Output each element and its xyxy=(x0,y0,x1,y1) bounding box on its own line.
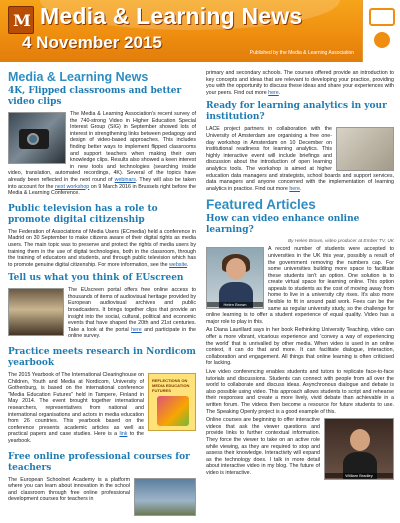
analytics-photo xyxy=(336,127,394,171)
emblem-frame-icon xyxy=(369,8,395,26)
article-title-euscreen: Tell us what you think of EUscreen xyxy=(8,273,184,284)
logo-letter: M xyxy=(13,11,31,30)
issue-date: 4 November 2015 xyxy=(22,33,162,52)
section-title-featured: Featured Articles xyxy=(206,197,316,213)
article-title-4k: 4K, Flipped classrooms and better video clips xyxy=(8,86,182,107)
courses-continued: primary and secondary schools. The courses offered provide an introduction to key concepts and ideas that are relevant to developing your practice, providing you with the opportunity to discuss these ideas and share your experiences with your peers. Find out more here. xyxy=(206,70,394,96)
article-body-courses: The European Schoolnet Academy is a platform where you can learn about innovation in the school and classroom through free online professional development courses for teachers in xyxy=(8,476,130,503)
camera-photo xyxy=(8,112,66,164)
william-face xyxy=(350,429,370,451)
william-bradley-photo xyxy=(324,418,394,480)
yearbook-cover xyxy=(148,373,196,431)
helen-face xyxy=(226,258,246,280)
yearbook-cover-art xyxy=(157,396,189,426)
euscreen-photo xyxy=(8,288,64,336)
article-title-courses: Free online professional courses for teachers xyxy=(8,451,190,473)
analytics-more-link[interactable]: here xyxy=(289,185,300,192)
featured-paragraph-2: As Diana Laurillard says in her book Rethinking University Teaching, video can offer a more vibrant, vicarious experience and 'convey a way of experiencing the world' that is unrivalled by other media. When video is used in an online context, it can do that and more. It can facilitate dialogue, interaction, collaboration and engagement. All things that online learning is often criticised for lacking. xyxy=(206,327,394,367)
camera-lens-icon xyxy=(27,133,39,145)
ecmedia-website-link[interactable]: website xyxy=(169,261,188,268)
william-caption: William Bradley xyxy=(325,473,393,478)
article-title-public-tv: Public television has a role to promote digital citizenship xyxy=(8,203,158,225)
next-workshop-link[interactable]: next workshop xyxy=(54,183,90,190)
newsletter-logo xyxy=(8,6,34,34)
schoolnet-photo xyxy=(134,478,196,516)
yearbook-cover-title: REFLECTIONS ON MEDIA EDUCATION FUTURES xyxy=(152,378,190,394)
helen-brown-photo xyxy=(206,247,264,309)
association-emblem xyxy=(362,0,400,62)
article-body-public-tv: The Federation of Associations of Media Users (ECmedia) held a conference in Madrid on 30 September to make citizens aware of their digital rights as media users. The main topic was to preserve and protect the rights of media users by training them in the use of digital technologies, both in the classroom, through the training of educators and students, and through public television which has to promote genuine digital citizenship. For more information, see the website. xyxy=(8,228,196,268)
article-title-analytics: Ready for learning analytics in your institution? xyxy=(206,101,387,123)
article-body-analytics: LACE project partners in collaboration with the University of Amsterdam are organising a free one-day workshop in Amsterdam on 10 December on institutional readiness for learning analytics. This highly interactive event will include briefings and discussion about the introduction of open learning analytics tools. The workshop is aimed at higher education data managers and strategists, school boards and support services, data managers and anyone concerned with the implementation of learning analytics in practice. Find out more here. xyxy=(206,126,394,192)
featured-article-title: How can video enhance online learning? xyxy=(206,214,360,236)
newsletter-banner xyxy=(0,0,400,62)
yearbook-link[interactable]: link xyxy=(119,431,128,438)
euscreen-portal-link[interactable]: here xyxy=(131,326,142,333)
featured-paragraph-3: Live video conferencing enables students and tutors to replicate face-to-face tutorials and discussions. Students can connect with people from all over the world to collaborate and discuss ideas. Asynchronous dialogue and debate is also possible using video. This approach allows students to script and rehearse their responses and create a more lively, vivid debate than achievable in a written forum. The videos then become a resource for future students to use. The Speaking Openly project is a good example of this. xyxy=(206,369,394,415)
publisher-line: Published by the Media & Learning Association xyxy=(249,50,354,56)
featured-paragraph-1: A record number of students were accepted to universities in the UK this year, possibly a result of the government removing the numbers cap. For some universities building more space to facilitate these students isn't an option. One solution is to create virtual space for learning online. This option appeals to students as the cost of moving away from home to live in a university city rises. It's also more flexible to fit in around paid work. Fees can be the same as regular university study, so the challenge for online learning is to offer a student experience of equal quality. Video has a major role to play in this. xyxy=(206,246,394,325)
article-body-nordicom: The 2015 Yearbook of The International Clearinghouse on Children, Youth and Media at Nordicom, University of Gothenburg, is based on the international conference "Media Education Futures" held in Tampere, Finland in May 2014. The event brought together international researchers, representatives from national and international organisations and actors in media education from 26 countries. This yearbook based on the conference presents academic articles as well as practical papers and case studies. Here is a link to the yearbook. xyxy=(8,372,144,444)
helen-caption: Helen Brown xyxy=(207,302,263,307)
left-column xyxy=(8,70,196,518)
webinars-link[interactable]: webinars xyxy=(114,176,136,183)
article-body-4k: The Media & Learning Association's recent survey of the 740-strong Video in Higher Education Special Interest Group (SIG) in September showed lots of interest in strengthening links between pedagogy and design of video-based approaches. This includes finding better ways to implement flipped classrooms and support teachers when making their own knowledge clips. Results also showed a keen interest in new tools and technologies (searching inside video, translation, automated recordings, 4K). Several of the topics have already been reflected in the next round of webinars. They will also be taken into account for the next workshop on 9 March 2016 in Brussels right before the Media & Learning Conference. xyxy=(8,111,196,197)
emblem-dot-icon xyxy=(374,32,390,48)
featured-byline: By Helen Brown, video producer at Ember TV, UK xyxy=(287,239,394,245)
newsletter-title: Media & Learning News xyxy=(40,3,303,29)
right-column xyxy=(206,70,394,518)
section-title-news: Media & Learning News xyxy=(8,70,149,84)
article-body-euscreen: The EUscreen portal offers free online access to thousands of items of audiovisual heritage provided by European audiovisual archives and public broadcasters. It brings together clips that provide an insight into the social, cultural, political and economic events that have shaped the 20th and 21st centuries. Take a look at the portal here and participate in the online survey. xyxy=(68,287,196,340)
article-title-nordicom: Practice meets research in Nordicom yearbook xyxy=(8,347,196,369)
featured-paragraph-4: Online courses are beginning to offer interactive videos that ask the viewer questions and provide links to further contextual information. They force the viewer to take on an active role while viewing, as they are required to stop and assess their knowledge. Interactivity will expand as the technology does. I talk in more detail about interactive video in my blog. The future of video is interactive. xyxy=(206,417,320,476)
courses-more-link[interactable]: here xyxy=(268,89,279,96)
